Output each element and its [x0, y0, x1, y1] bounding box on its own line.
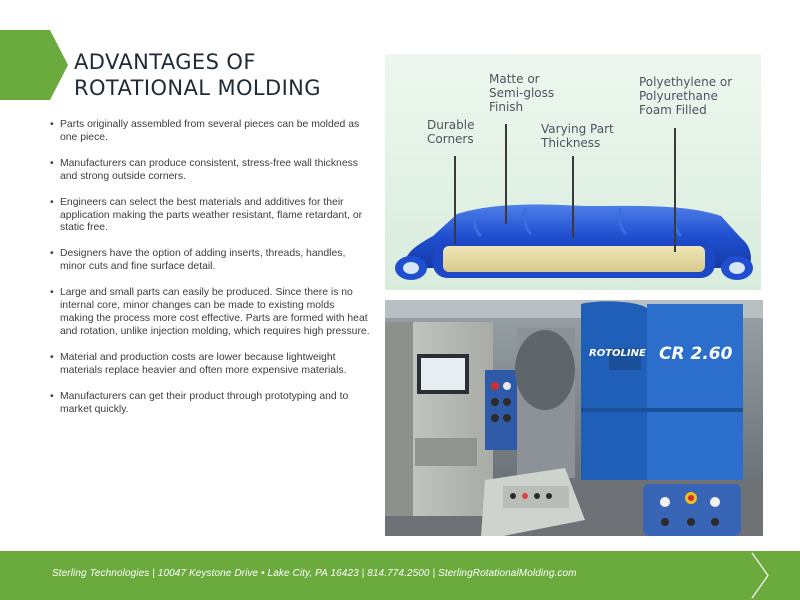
callout-foam-filled: Polyethylene or Polyurethane Foam Filled [639, 75, 733, 117]
list-item: • Material and production costs are lower because lightweight materials replace heavier and often more expensive materials. [50, 352, 370, 378]
machine-model-label: CR 2.60 [659, 344, 733, 364]
cross-section-photo [385, 54, 761, 290]
chevron-right-icon [748, 551, 772, 600]
callout-durable-corners: Durable Corners [427, 118, 475, 146]
page-title [74, 49, 374, 101]
rotoline-logo: ROTOLINE [589, 348, 646, 359]
advantages-list [50, 119, 370, 429]
machine-photo [385, 300, 763, 536]
footer-contact: Sterling Technologies | 10047 Keystone Drive • Lake City, PA 16423 | 814.774.2500 | SterlingRotationalMolding.com [52, 568, 577, 579]
page-title-line-1: ADVANTAGES OF [74, 50, 256, 74]
list-item: • Large and small parts can easily be produced. Since there is no internal core, minor changes can be made to existing molds making the process more cost effective. Parts are formed with heat and rotation, unlike injection molding, which requires high pressure. [50, 287, 370, 339]
callout-varying-thickness: Varying Part Thickness [541, 122, 614, 150]
page-title-line-2: ROTATIONAL MOLDING [74, 76, 321, 100]
list-item: • Parts originally assembled from several pieces can be molded as one piece. [50, 119, 370, 145]
list-item: • Manufacturers can get their product through prototyping and to market quickly. [50, 391, 370, 417]
list-item: • Designers have the option of adding inserts, threads, handles, minor cuts and fine surface detail. [50, 248, 370, 274]
list-item: • Manufacturers can produce consistent, stress-free wall thickness and strong outside corners. [50, 158, 370, 184]
callout-matte-finish: Matte or Semi-gloss Finish [489, 72, 555, 114]
list-item: • Engineers can select the best materials and additives for their application making the parts weather resistant, flame retardant, or static free. [50, 197, 370, 236]
title-chevron [0, 30, 68, 100]
machine-illustration [385, 300, 763, 536]
